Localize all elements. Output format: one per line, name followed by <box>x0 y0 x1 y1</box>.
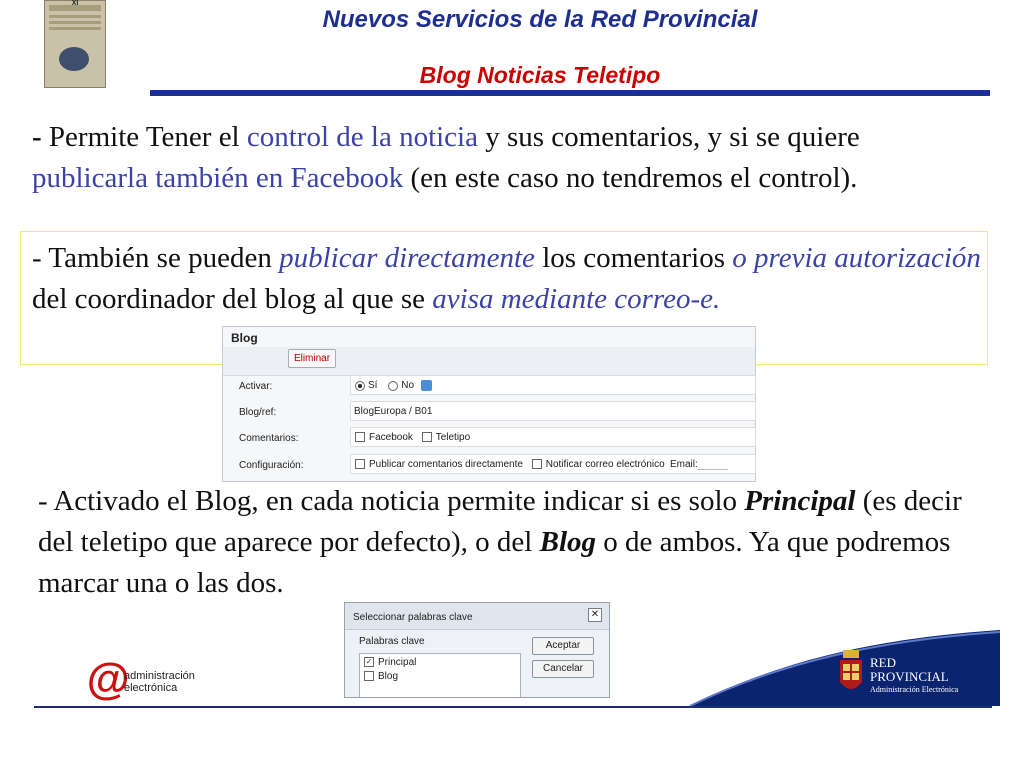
activar-field <box>350 375 756 395</box>
publicar-label: Publicar comentarios directamente <box>369 459 523 470</box>
highlight-text: control de la noticia <box>246 121 478 153</box>
italic-text: o previa autorización <box>732 242 981 274</box>
rp-line-3: Administración Electrónica <box>870 685 959 694</box>
at-logo-icon: @ <box>86 655 129 704</box>
si-label: Sí <box>368 380 378 392</box>
no-radio[interactable] <box>388 381 398 391</box>
admin-line-1: administración <box>124 670 195 682</box>
admin-electronica-logo <box>124 670 195 694</box>
blogref-input[interactable] <box>350 401 756 421</box>
conference-thumbnail <box>44 0 106 88</box>
dialog-title: Seleccionar palabras clave <box>353 612 473 623</box>
notificar-label: Notificar correo electrónico <box>545 459 665 470</box>
text: o de ambos. Ya que podremos marcar una o las dos. <box>38 526 951 599</box>
thumbnail-band <box>49 21 101 24</box>
no-label: No <box>401 380 415 392</box>
list-item-label: Blog <box>378 671 399 682</box>
blog-settings-panel <box>222 326 756 482</box>
text: del coordinador del blog al que se <box>32 283 433 315</box>
rp-line-1: RED <box>870 655 896 670</box>
comentarios-label: Comentarios: <box>239 433 299 444</box>
notificar-checkbox[interactable] <box>532 459 542 469</box>
email-input[interactable] <box>698 459 728 470</box>
email-label: Email: <box>670 459 698 470</box>
slide-title: Nuevos Servicios de la Red Provincial <box>322 6 758 33</box>
keywords-list <box>359 653 521 698</box>
teletipo-checkbox[interactable] <box>422 432 432 442</box>
activar-label: Activar: <box>239 381 273 392</box>
text: . <box>713 283 721 315</box>
thumbnail-band <box>49 27 101 30</box>
title-rule <box>150 90 990 96</box>
highlight-text: publicarla también en Facebook <box>32 162 404 194</box>
thumbnail-label: XI <box>71 0 79 7</box>
italic-text: publicar directamente <box>279 242 535 274</box>
provincial-crest-icon <box>838 650 864 696</box>
close-icon[interactable]: ✕ <box>588 608 602 622</box>
text: (en este caso no tendremos el control). <box>403 162 858 194</box>
red-provincial-logo <box>870 656 949 684</box>
delete-button[interactable]: Eliminar <box>288 349 336 368</box>
cancel-button[interactable]: Cancelar <box>532 660 594 678</box>
paragraph-3 <box>38 481 988 604</box>
blogref-value: BlogEuropa / B01 <box>354 406 433 417</box>
blogref-label: Blog/ref: <box>239 407 277 418</box>
publicar-checkbox[interactable] <box>355 459 365 469</box>
blog-checkbox[interactable] <box>364 671 374 681</box>
text: (es decir del teletipo que aparece por defecto), o del <box>38 485 962 558</box>
teletipo-label: Teletipo <box>435 432 471 443</box>
slide-subtitle: Blog Noticias Teletipo <box>419 62 661 88</box>
bold-italic-text: Principal <box>744 485 856 517</box>
admin-line-2: electrónica <box>124 682 178 694</box>
keywords-dialog <box>344 602 610 698</box>
thumbnail-seal-icon <box>59 47 89 71</box>
text: - Activado el Blog, en cada noticia permite indicar si es solo <box>38 485 745 517</box>
text: - También se pueden <box>32 242 280 274</box>
comentarios-field <box>350 427 756 447</box>
facebook-checkbox[interactable] <box>355 432 365 442</box>
paragraph-2 <box>32 238 982 320</box>
list-item-label: Principal <box>378 657 417 668</box>
accept-button[interactable]: Aceptar <box>532 637 594 655</box>
thumbnail-band <box>49 15 101 18</box>
facebook-label: Facebook <box>369 432 413 443</box>
bold-italic-text: Blog <box>539 526 597 558</box>
text: y sus comentarios, y si se quiere <box>477 121 860 153</box>
config-label: Configuración: <box>239 460 304 471</box>
panel-title: Blog <box>231 331 258 345</box>
text: los comentarios <box>534 242 733 274</box>
footer-rule <box>34 706 992 708</box>
keywords-label: Palabras clave <box>359 636 425 647</box>
bullet-dash: - <box>32 121 42 153</box>
text: Permite Tener el <box>41 121 247 153</box>
si-radio[interactable] <box>355 381 365 391</box>
paragraph-1 <box>32 117 982 199</box>
list-item[interactable] <box>364 671 398 682</box>
config-field <box>350 454 756 474</box>
principal-checkbox[interactable] <box>364 657 374 667</box>
list-item[interactable] <box>364 657 416 668</box>
help-icon[interactable] <box>421 380 432 391</box>
italic-text: avisa mediante correo-e <box>432 283 714 315</box>
rp-line-2: PROVINCIAL <box>870 669 949 684</box>
